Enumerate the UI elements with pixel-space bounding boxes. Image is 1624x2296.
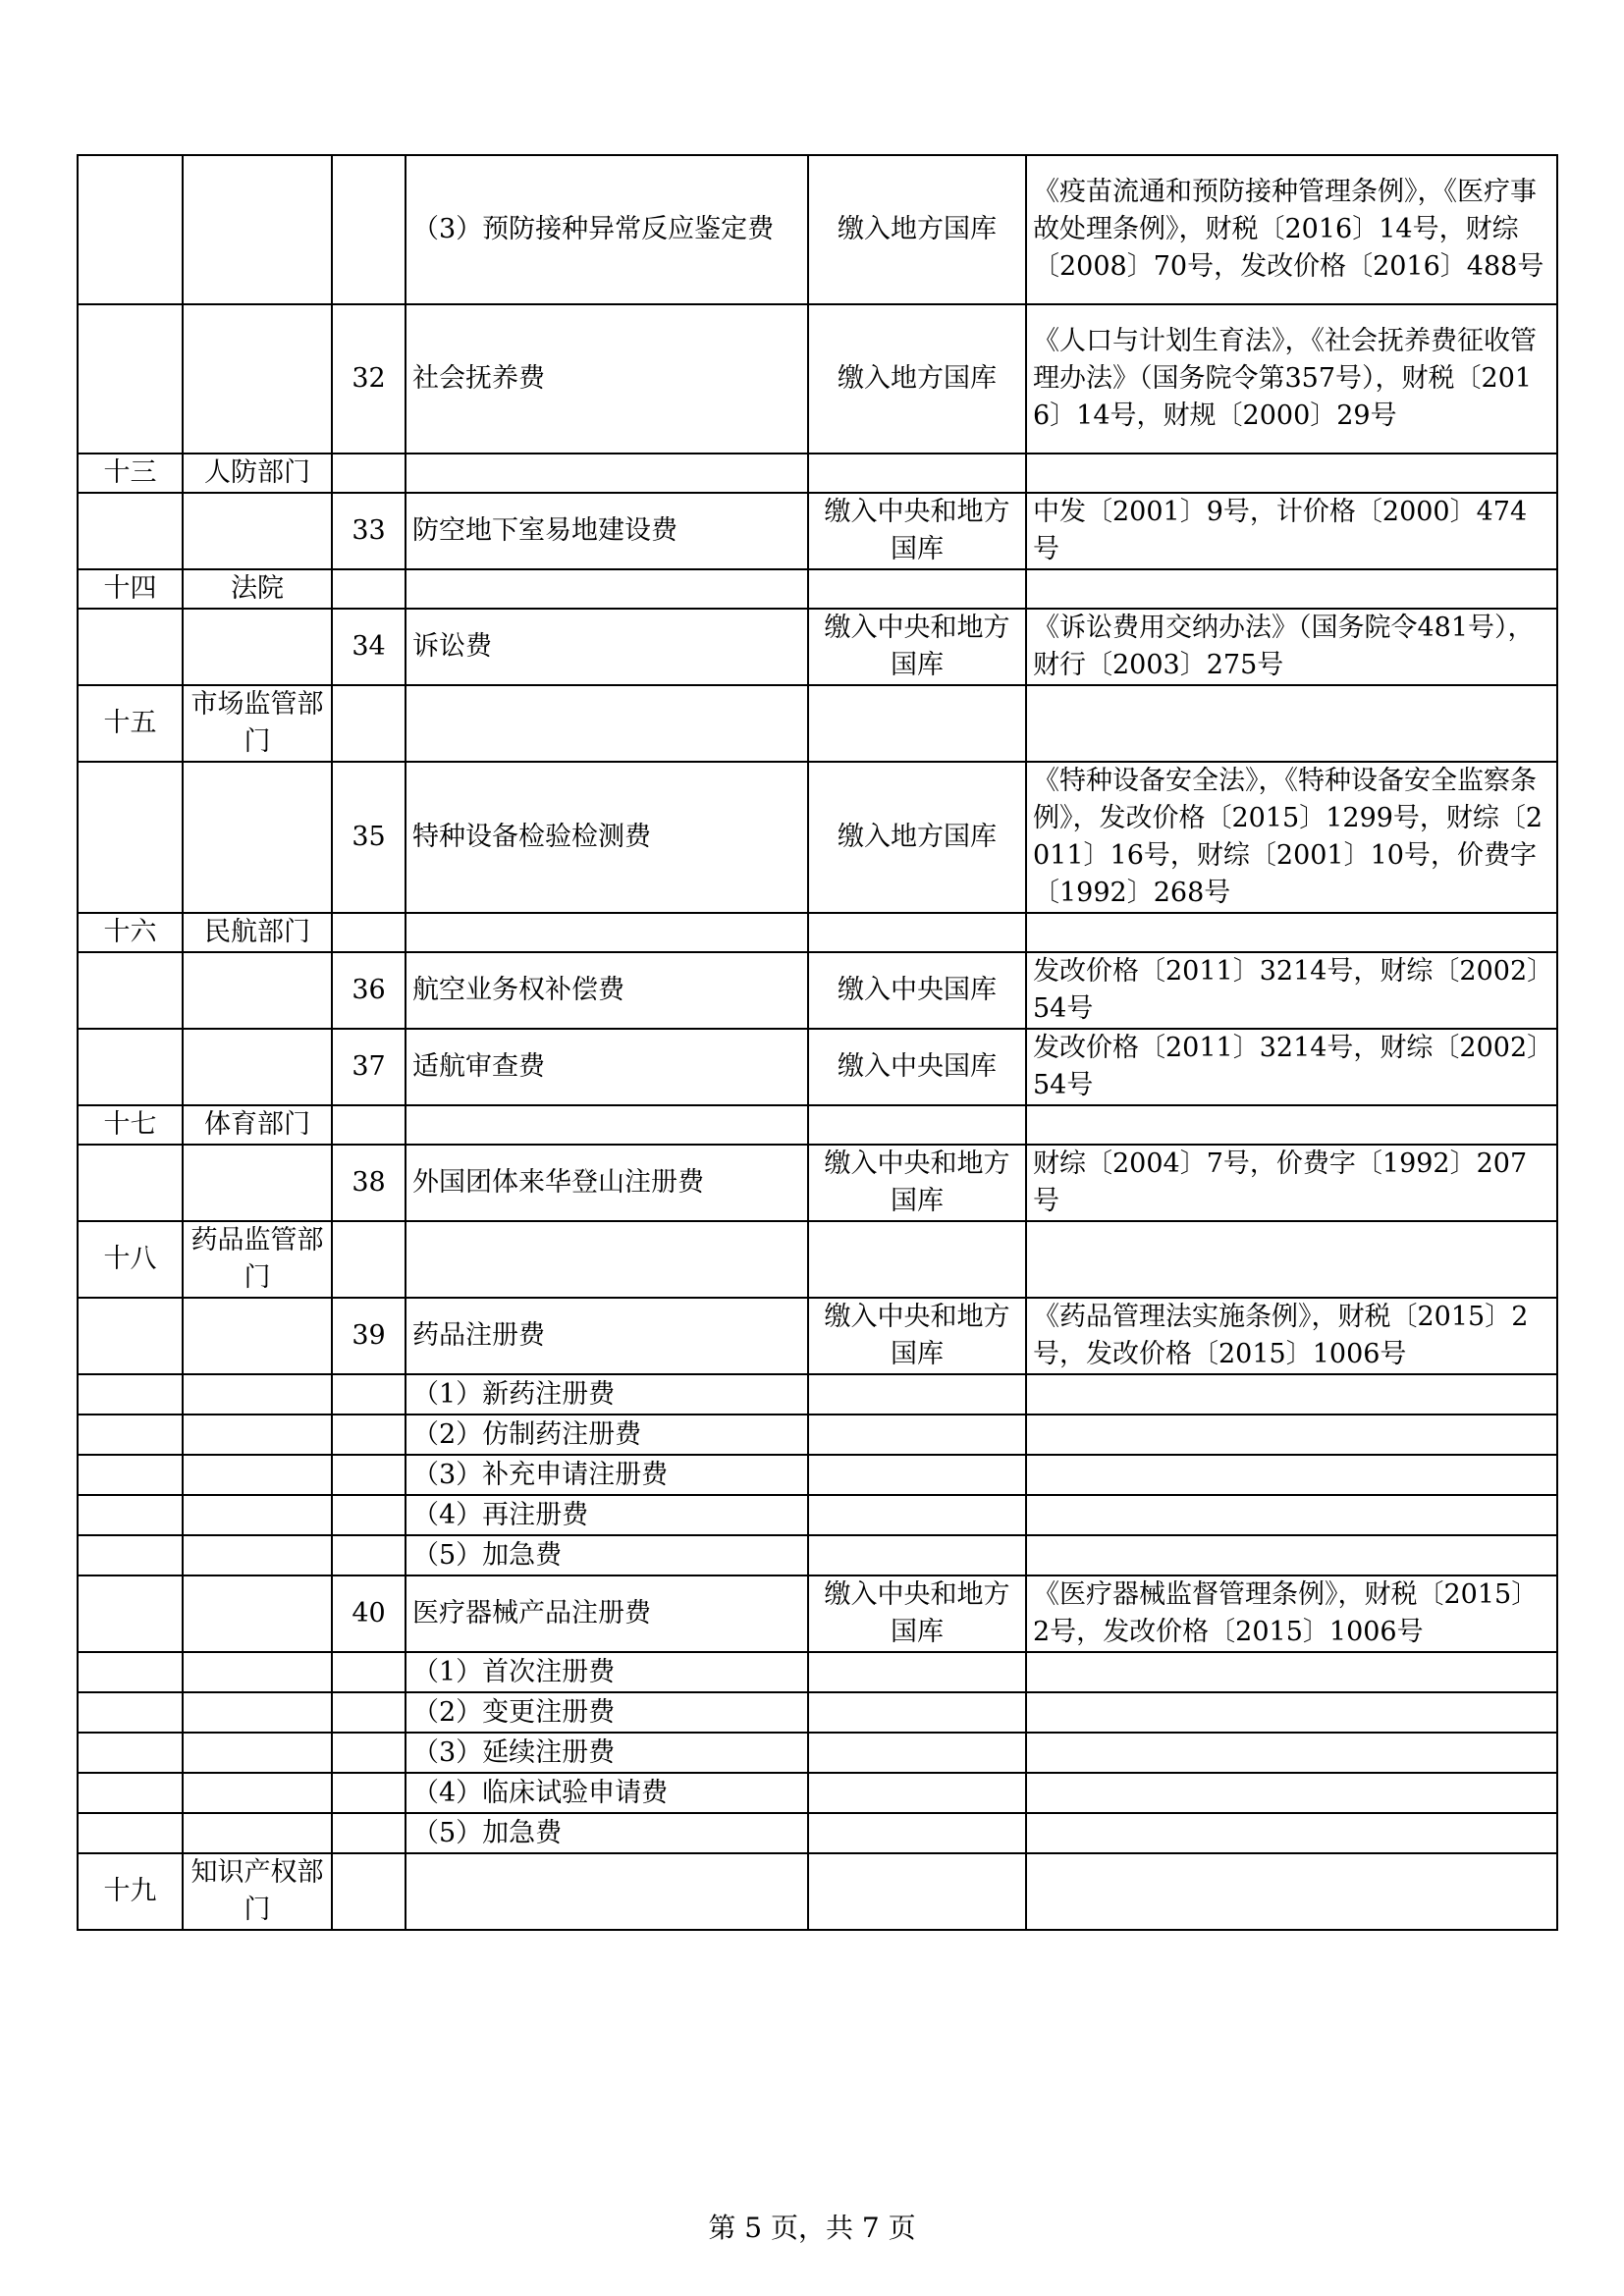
table-row xyxy=(78,1692,1557,1733)
item-number-cell xyxy=(332,1455,406,1495)
section-index-cell xyxy=(78,1029,183,1105)
fee-name-cell: （3）预防接种异常反应鉴定费 xyxy=(406,155,808,304)
table-row xyxy=(78,1733,1557,1773)
destination-cell xyxy=(808,1853,1026,1930)
table-row xyxy=(78,685,1557,762)
department-cell xyxy=(183,1652,332,1692)
section-index-cell xyxy=(78,493,183,569)
item-number-cell: 37 xyxy=(332,1029,406,1105)
section-index-cell: 十四 xyxy=(78,569,183,609)
section-index-cell: 十八 xyxy=(78,1221,183,1298)
item-number-cell xyxy=(332,913,406,952)
department-cell: 民航部门 xyxy=(183,913,332,952)
section-index-cell xyxy=(78,762,183,913)
fee-name-cell: 防空地下室易地建设费 xyxy=(406,493,808,569)
legal-basis-cell: 发改价格〔2011〕3214号，财综〔2002〕54号 xyxy=(1026,952,1557,1029)
department-cell: 人防部门 xyxy=(183,454,332,493)
section-index-cell xyxy=(78,1415,183,1455)
fee-name-cell: 特种设备检验检测费 xyxy=(406,762,808,913)
destination-cell: 缴入地方国库 xyxy=(808,155,1026,304)
section-index-cell xyxy=(78,155,183,304)
legal-basis-cell xyxy=(1026,1374,1557,1415)
table-row xyxy=(78,1773,1557,1813)
item-number-cell xyxy=(332,1692,406,1733)
fee-name-cell xyxy=(406,913,808,952)
fee-table xyxy=(77,154,1558,1931)
item-number-cell: 38 xyxy=(332,1145,406,1221)
section-index-cell xyxy=(78,1652,183,1692)
destination-cell xyxy=(808,1652,1026,1692)
item-number-cell: 39 xyxy=(332,1298,406,1374)
destination-cell xyxy=(808,1692,1026,1733)
table-row xyxy=(78,1495,1557,1535)
fee-name-cell: 医疗器械产品注册费 xyxy=(406,1575,808,1652)
legal-basis-cell xyxy=(1026,1652,1557,1692)
destination-cell: 缴入中央和地方国库 xyxy=(808,1575,1026,1652)
department-cell: 知识产权部门 xyxy=(183,1853,332,1930)
fee-name-cell: 诉讼费 xyxy=(406,609,808,685)
fee-name-cell xyxy=(406,1105,808,1145)
fee-name-cell: 社会抚养费 xyxy=(406,304,808,454)
destination-cell xyxy=(808,1455,1026,1495)
destination-cell: 缴入中央国库 xyxy=(808,952,1026,1029)
item-number-cell: 34 xyxy=(332,609,406,685)
table-row xyxy=(78,1221,1557,1298)
legal-basis-cell xyxy=(1026,1455,1557,1495)
section-index-cell xyxy=(78,1733,183,1773)
section-index-cell xyxy=(78,1455,183,1495)
table-row xyxy=(78,155,1557,304)
table-row xyxy=(78,1813,1557,1853)
destination-cell: 缴入中央和地方国库 xyxy=(808,493,1026,569)
table-row xyxy=(78,1298,1557,1374)
fee-name-cell xyxy=(406,1853,808,1930)
table-row xyxy=(78,493,1557,569)
table-row xyxy=(78,1652,1557,1692)
legal-basis-cell xyxy=(1026,1692,1557,1733)
section-index-cell: 十五 xyxy=(78,685,183,762)
destination-cell xyxy=(808,454,1026,493)
destination-cell: 缴入中央和地方国库 xyxy=(808,1298,1026,1374)
section-index-cell xyxy=(78,1575,183,1652)
item-number-cell xyxy=(332,569,406,609)
section-index-cell xyxy=(78,1813,183,1853)
item-number-cell xyxy=(332,155,406,304)
legal-basis-cell: 财综〔2004〕7号，价费字〔1992〕207号 xyxy=(1026,1145,1557,1221)
department-cell xyxy=(183,762,332,913)
item-number-cell xyxy=(332,1415,406,1455)
fee-name-cell: （2）仿制药注册费 xyxy=(406,1415,808,1455)
fee-name-cell: （2）变更注册费 xyxy=(406,1692,808,1733)
fee-name-cell: 航空业务权补偿费 xyxy=(406,952,808,1029)
department-cell: 法院 xyxy=(183,569,332,609)
legal-basis-cell: 《人口与计划生育法》，《社会抚养费征收管理办法》（国务院令第357号），财税〔2016〕14号，财规〔2000〕29号 xyxy=(1026,304,1557,454)
legal-basis-cell xyxy=(1026,454,1557,493)
section-index-cell xyxy=(78,1145,183,1221)
department-cell xyxy=(183,952,332,1029)
department-cell xyxy=(183,304,332,454)
table-row xyxy=(78,762,1557,913)
legal-basis-cell: 中发〔2001〕9号，计价格〔2000〕474号 xyxy=(1026,493,1557,569)
legal-basis-cell: 《疫苗流通和预防接种管理条例》，《医疗事故处理条例》，财税〔2016〕14号，财综〔2008〕70号，发改价格〔2016〕488号 xyxy=(1026,155,1557,304)
destination-cell: 缴入地方国库 xyxy=(808,304,1026,454)
department-cell xyxy=(183,1773,332,1813)
table-row xyxy=(78,304,1557,454)
department-cell xyxy=(183,1145,332,1221)
fee-name-cell xyxy=(406,454,808,493)
legal-basis-cell xyxy=(1026,1733,1557,1773)
legal-basis-cell xyxy=(1026,1535,1557,1575)
destination-cell xyxy=(808,1733,1026,1773)
legal-basis-cell xyxy=(1026,1495,1557,1535)
table-row xyxy=(78,1535,1557,1575)
destination-cell xyxy=(808,685,1026,762)
department-cell xyxy=(183,1575,332,1652)
table-row xyxy=(78,1575,1557,1652)
fee-name-cell: （4）临床试验申请费 xyxy=(406,1773,808,1813)
destination-cell: 缴入中央和地方国库 xyxy=(808,1145,1026,1221)
fee-name-cell: （1）新药注册费 xyxy=(406,1374,808,1415)
department-cell xyxy=(183,1374,332,1415)
destination-cell: 缴入中央国库 xyxy=(808,1029,1026,1105)
table-row xyxy=(78,1145,1557,1221)
section-index-cell xyxy=(78,304,183,454)
section-index-cell xyxy=(78,1773,183,1813)
department-cell xyxy=(183,1029,332,1105)
fee-name-cell xyxy=(406,569,808,609)
section-index-cell xyxy=(78,1298,183,1374)
section-index-cell xyxy=(78,1535,183,1575)
fee-name-cell: （4）再注册费 xyxy=(406,1495,808,1535)
section-index-cell xyxy=(78,1692,183,1733)
department-cell xyxy=(183,1692,332,1733)
legal-basis-cell: 《药品管理法实施条例》，财税〔2015〕2号，发改价格〔2015〕1006号 xyxy=(1026,1298,1557,1374)
item-number-cell xyxy=(332,1495,406,1535)
item-number-cell xyxy=(332,1853,406,1930)
page-footer: 第 5 页，共 7 页 xyxy=(708,2212,916,2244)
legal-basis-cell xyxy=(1026,1105,1557,1145)
legal-basis-cell xyxy=(1026,1415,1557,1455)
table-row xyxy=(78,1374,1557,1415)
legal-basis-cell: 《诉讼费用交纳办法》（国务院令481号），财行〔2003〕275号 xyxy=(1026,609,1557,685)
fee-name-cell: （5）加急费 xyxy=(406,1535,808,1575)
destination-cell xyxy=(808,1415,1026,1455)
legal-basis-cell xyxy=(1026,913,1557,952)
section-index-cell: 十七 xyxy=(78,1105,183,1145)
fee-name-cell xyxy=(406,1221,808,1298)
department-cell xyxy=(183,1813,332,1853)
department-cell xyxy=(183,1535,332,1575)
department-cell xyxy=(183,609,332,685)
legal-basis-cell: 《特种设备安全法》，《特种设备安全监察条例》，发改价格〔2015〕1299号，财综〔2011〕16号，财综〔2001〕10号，价费字〔1992〕268号 xyxy=(1026,762,1557,913)
item-number-cell: 35 xyxy=(332,762,406,913)
department-cell: 药品监管部门 xyxy=(183,1221,332,1298)
department-cell xyxy=(183,1733,332,1773)
item-number-cell xyxy=(332,1374,406,1415)
destination-cell xyxy=(808,913,1026,952)
item-number-cell xyxy=(332,1535,406,1575)
section-index-cell xyxy=(78,609,183,685)
table-row xyxy=(78,913,1557,952)
fee-name-cell xyxy=(406,685,808,762)
destination-cell xyxy=(808,1221,1026,1298)
section-index-cell xyxy=(78,1495,183,1535)
table-row xyxy=(78,1105,1557,1145)
item-number-cell: 36 xyxy=(332,952,406,1029)
table-body xyxy=(78,155,1557,1930)
item-number-cell xyxy=(332,1221,406,1298)
fee-name-cell: 适航审查费 xyxy=(406,1029,808,1105)
item-number-cell xyxy=(332,1813,406,1853)
fee-name-cell: 药品注册费 xyxy=(406,1298,808,1374)
destination-cell xyxy=(808,1813,1026,1853)
table-row xyxy=(78,1029,1557,1105)
table-row xyxy=(78,609,1557,685)
item-number-cell xyxy=(332,685,406,762)
item-number-cell: 40 xyxy=(332,1575,406,1652)
legal-basis-cell xyxy=(1026,1773,1557,1813)
item-number-cell xyxy=(332,1733,406,1773)
fee-name-cell: 外国团体来华登山注册费 xyxy=(406,1145,808,1221)
destination-cell xyxy=(808,1374,1026,1415)
fee-name-cell: （3）延续注册费 xyxy=(406,1733,808,1773)
destination-cell xyxy=(808,1535,1026,1575)
legal-basis-cell: 《医疗器械监督管理条例》，财税〔2015〕2号，发改价格〔2015〕1006号 xyxy=(1026,1575,1557,1652)
legal-basis-cell xyxy=(1026,1813,1557,1853)
section-index-cell xyxy=(78,1374,183,1415)
item-number-cell xyxy=(332,1773,406,1813)
department-cell: 体育部门 xyxy=(183,1105,332,1145)
item-number-cell xyxy=(332,454,406,493)
destination-cell: 缴入中央和地方国库 xyxy=(808,609,1026,685)
legal-basis-cell xyxy=(1026,685,1557,762)
item-number-cell xyxy=(332,1652,406,1692)
table-row xyxy=(78,1853,1557,1930)
department-cell xyxy=(183,1415,332,1455)
destination-cell xyxy=(808,1105,1026,1145)
section-index-cell: 十六 xyxy=(78,913,183,952)
fee-name-cell: （1）首次注册费 xyxy=(406,1652,808,1692)
fee-name-cell: （5）加急费 xyxy=(406,1813,808,1853)
section-index-cell xyxy=(78,952,183,1029)
item-number-cell: 33 xyxy=(332,493,406,569)
destination-cell xyxy=(808,1495,1026,1535)
department-cell: 市场监管部门 xyxy=(183,685,332,762)
item-number-cell xyxy=(332,1105,406,1145)
table-row xyxy=(78,454,1557,493)
department-cell xyxy=(183,155,332,304)
fee-name-cell: （3）补充申请注册费 xyxy=(406,1455,808,1495)
table-row xyxy=(78,1455,1557,1495)
table-row xyxy=(78,952,1557,1029)
department-cell xyxy=(183,1298,332,1374)
destination-cell xyxy=(808,569,1026,609)
legal-basis-cell xyxy=(1026,1221,1557,1298)
department-cell xyxy=(183,493,332,569)
department-cell xyxy=(183,1495,332,1535)
section-index-cell: 十三 xyxy=(78,454,183,493)
section-index-cell: 十九 xyxy=(78,1853,183,1930)
legal-basis-cell xyxy=(1026,1853,1557,1930)
table-row xyxy=(78,569,1557,609)
table-row xyxy=(78,1415,1557,1455)
item-number-cell: 32 xyxy=(332,304,406,454)
department-cell xyxy=(183,1455,332,1495)
legal-basis-cell xyxy=(1026,569,1557,609)
destination-cell: 缴入地方国库 xyxy=(808,762,1026,913)
legal-basis-cell: 发改价格〔2011〕3214号，财综〔2002〕54号 xyxy=(1026,1029,1557,1105)
destination-cell xyxy=(808,1773,1026,1813)
